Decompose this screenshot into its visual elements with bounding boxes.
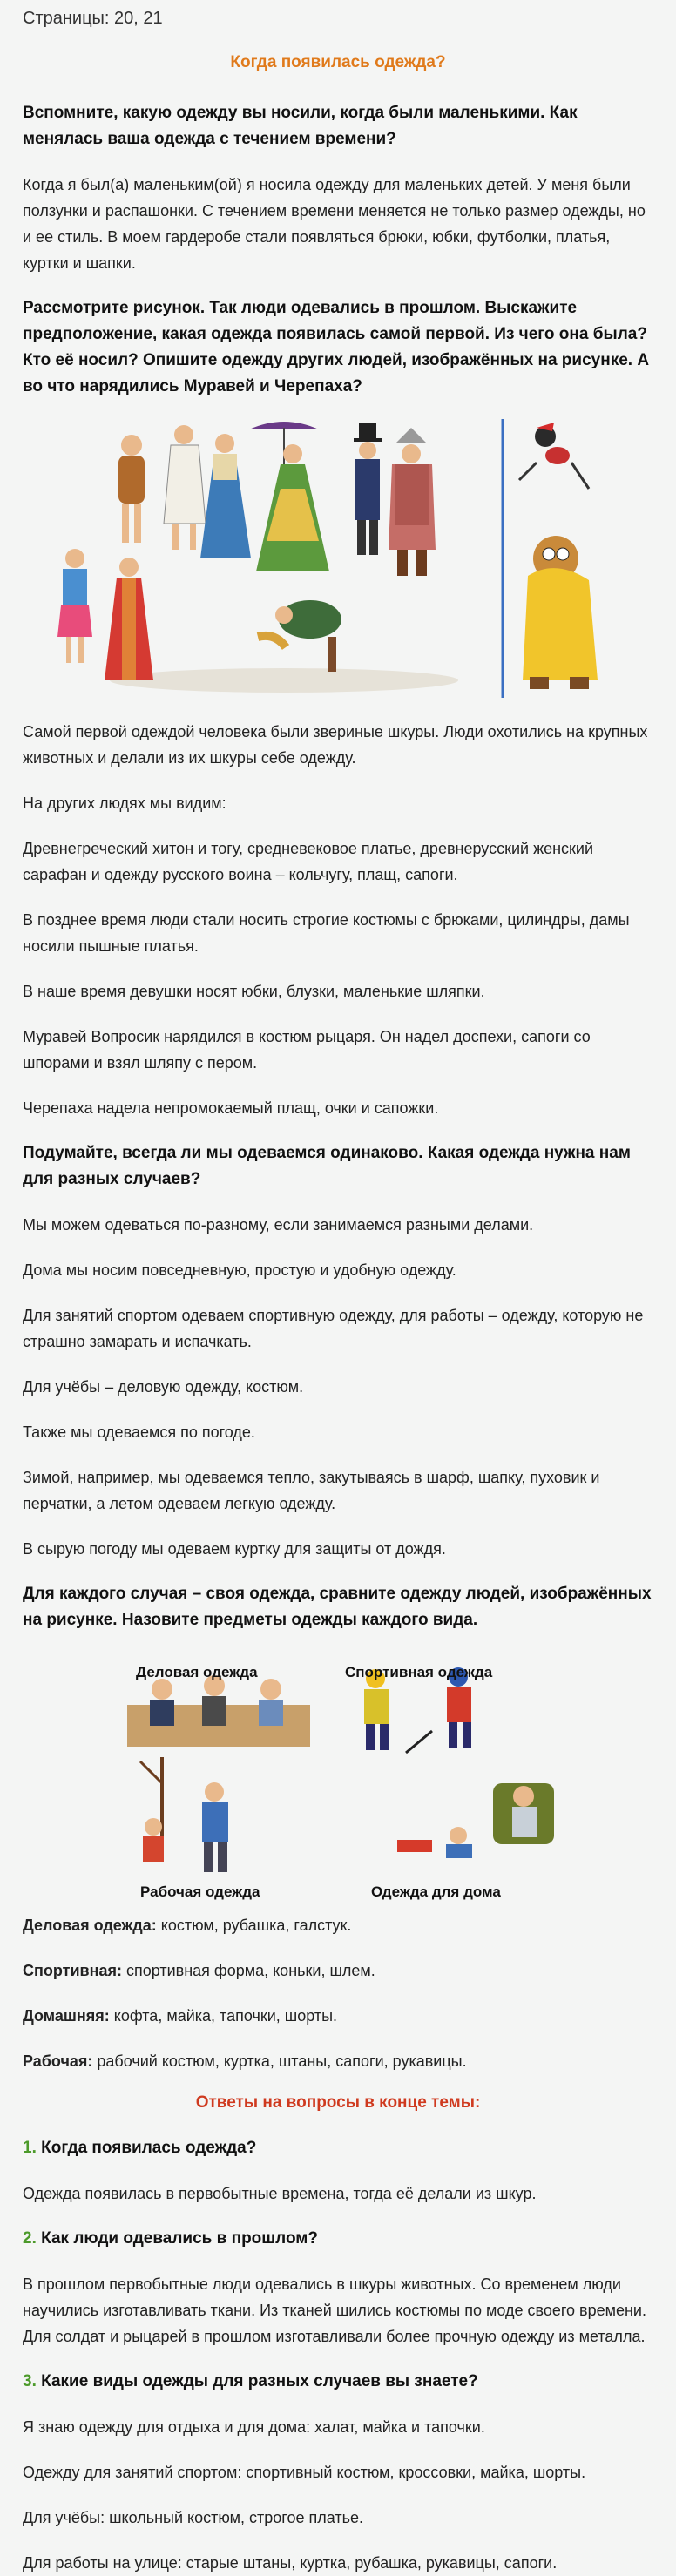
final-question-3 <box>23 2369 653 2395</box>
clothes-key: Спортивная: <box>23 1962 122 1979</box>
caveman-figure <box>118 435 145 543</box>
question-3: Подумайте, всегда ли мы одеваемся одинаково. Какая одежда нужна нам для разных случаев? <box>23 1144 631 1188</box>
final-answer-3-line-1: Я знаю одежду для отдыха и для дома: халат, майка и тапочки. <box>23 2418 485 2436</box>
article-title: Когда появилась одежда? <box>230 53 446 71</box>
clothes-text: кофта, майка, тапочки, шорты. <box>109 2007 338 2025</box>
final-answer-1: Одежда появилась в первобытные времена, тогда её делали из шкур. <box>23 2185 537 2202</box>
clothes-work <box>23 2048 653 2074</box>
answers-title: Ответы на вопросы в конце темы: <box>195 2093 481 2112</box>
clothes-business <box>23 1912 653 1938</box>
clothes-sport <box>23 1957 653 1984</box>
answer-2-para-2: На других людях мы видим: <box>23 794 226 812</box>
label-business-clothes: Деловая одежда <box>136 1664 258 1680</box>
question-1: Вспомните, какую одежду вы носили, когда были маленькими. Как менялась ваша одежда с течением времени? <box>23 104 578 148</box>
bending-man-figure <box>258 600 341 672</box>
answer-3-para-7: В сырую погоду мы одеваем куртку для защиты от дождя. <box>23 1540 446 1558</box>
pages-label: Страницы: 20, 21 <box>23 9 163 28</box>
answer-2-para-1: Самой первой одеждой человека были звериные шкуры. Люди охотились на крупных животных и делали из их шкуры себе одежду. <box>23 723 648 767</box>
clothes-text: рабочий костюм, куртка, штаны, сапоги, рукавицы. <box>92 2052 467 2070</box>
answer-2-para-6: Муравей Вопросик нарядился в костюм рыцаря. Он надел доспехи, сапоги со шпорами и взял шляпу с пером. <box>23 1028 591 1072</box>
turtle-raincoat-figure <box>523 536 598 689</box>
greek-toga-figure <box>164 425 206 550</box>
question-text: Как люди одевались в прошлом? <box>36 2229 318 2248</box>
final-answer-2: В прошлом первобытные люди одевались в шкуры животных. Со временем люди научились изготавливать ткани. Из тканей шились костюмы по моде своего времени. Для солдат и рыцарей в прошлом изготавливали более прочную одежду из металла. <box>23 2275 646 2345</box>
label-home-clothes: Одежда для дома <box>371 1883 501 1900</box>
sarafan-girl-figure <box>105 558 153 680</box>
clothing-types-illustration <box>23 1653 653 1903</box>
label-work-clothes: Рабочая одежда <box>140 1883 260 1900</box>
clothes-home <box>23 2003 653 2029</box>
clothes-key: Рабочая: <box>23 2052 93 2070</box>
gentleman-tophat-figure <box>354 423 382 555</box>
answer-1: Когда я был(а) маленьким(ой) я носила одежду для маленьких детей. У меня были ползунки и распашонки. С течением времени меняется не только размер одежды, но и ее стиль. В моем гардеробе стали появляться брюки, юбки, футболки, платья, куртки и шапки. <box>23 176 646 272</box>
answer-3-para-3: Для занятий спортом одеваем спортивную одежду, для работы – одежду, которую не страшно замарать и испачкать. <box>23 1307 644 1350</box>
answer-3-para-1: Мы можем одеваться по-разному, если занимаемся разными делами. <box>23 1216 534 1234</box>
lady-umbrella-figure <box>249 422 329 571</box>
home-scene <box>397 1783 554 1858</box>
question-text: Какие виды одежды для разных случаев вы знаете? <box>36 2372 478 2390</box>
answer-2-para-3: Древнегреческий хитон и тогу, средневековое платье, древнерусский женский сарафан и одежду русского воина – кольчугу, плащ, сапоги. <box>23 840 594 883</box>
question-2: Рассмотрите рисунок. Так люди одевались в прошлом. Выскажите предположение, какая одежда появилась самой первой. Из чего она была? Кто её носил? Опишите одежду других людей, изображённых на рисунке. А во что нарядились Муравей и Черепаха? <box>23 299 650 396</box>
final-answer-3-line-2: Одежду для занятий спортом: спортивный костюм, кроссовки, майка, шорты. <box>23 2464 586 2481</box>
clothes-key: Домашняя: <box>23 2007 110 2025</box>
answer-3-para-5: Также мы одеваемся по погоде. <box>23 1423 255 1441</box>
question-4: Для каждого случая – своя одежда, сравните одежду людей, изображённых на рисунке. Назовите предметы одежды каждого вида. <box>23 1585 652 1629</box>
russian-warrior-figure <box>389 428 436 576</box>
answer-2-para-4: В позднее время люди стали носить строгие костюмы с брюками, цилиндры, дамы носили пышные платья. <box>23 911 630 955</box>
question-number: 1. <box>23 2139 37 2157</box>
final-answer-3-line-4: Для работы на улице: старые штаны, куртка, рубашка, рукавицы, сапоги. <box>23 2554 558 2572</box>
question-text: Когда появилась одежда? <box>36 2139 257 2157</box>
clothes-key: Деловая одежда: <box>23 1917 157 1934</box>
ant-knight-figure <box>519 423 589 489</box>
business-scene <box>127 1675 310 1747</box>
answer-2-para-7: Черепаха надела непромокаемый плащ, очки и сапожки. <box>23 1099 439 1117</box>
label-sport-clothes: Спортивная одежда <box>345 1664 493 1680</box>
answer-3-para-6: Зимой, например, мы одеваемся тепло, закутываясь в шарф, шапку, пуховик и перчатки, а летом одеваем легкую одежду. <box>23 1469 600 1512</box>
question-number: 3. <box>23 2372 37 2390</box>
modern-girl-figure <box>57 549 92 663</box>
final-question-1 <box>23 2135 653 2161</box>
clothes-text: костюм, рубашка, галстук. <box>156 1917 352 1934</box>
answer-2-para-5: В наше время девушки носят юбки, блузки, маленькие шляпки. <box>23 983 485 1000</box>
work-scene <box>140 1757 228 1872</box>
answer-3-para-4: Для учёбы – деловую одежду, костюм. <box>23 1378 304 1396</box>
final-question-2 <box>23 2226 653 2252</box>
answer-3-para-2: Дома мы носим повседневную, простую и удобную одежду. <box>23 1261 456 1279</box>
medieval-dress-figure <box>200 434 251 558</box>
history-clothing-illustration <box>23 419 653 707</box>
clothes-text: спортивная форма, коньки, шлем. <box>121 1962 375 1979</box>
final-answer-3-line-3: Для учёбы: школьный костюм, строгое платье. <box>23 2509 363 2526</box>
question-number: 2. <box>23 2229 37 2248</box>
